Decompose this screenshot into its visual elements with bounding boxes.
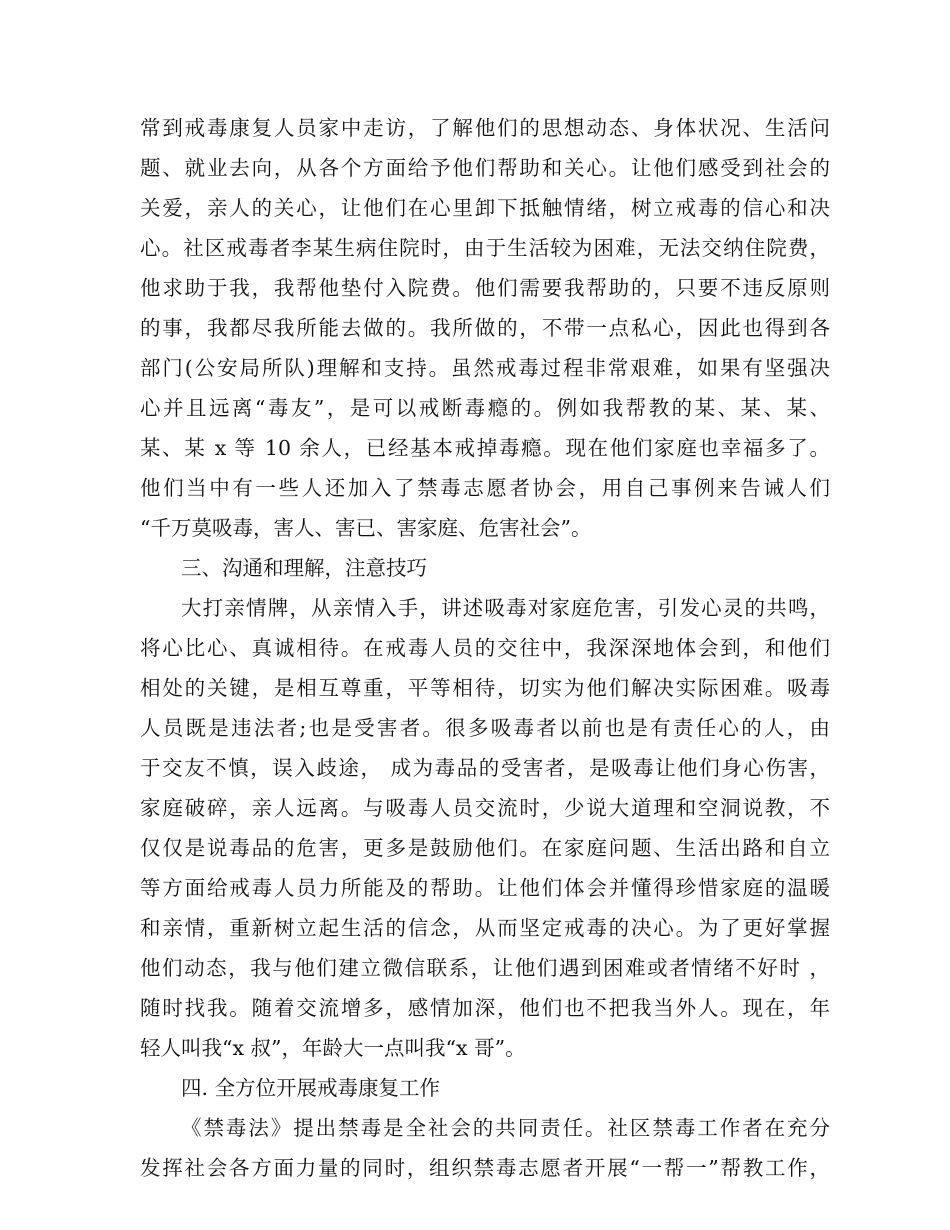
text-line: 部门(公安局所队)理解和支持。虽然戒毒过程非常艰难，如果有坚强决 [140, 356, 830, 380]
text-line: 常到戒毒康复人员家中走访，了解他们的思想动态、身体状况、生活问 [140, 116, 830, 140]
text-line: 大打亲情牌，从亲情入手，讲述吸毒对家庭危害，引发心灵的共鸣， [181, 596, 830, 620]
text-line: 心。社区戒毒者李某生病住院时，由于生活较为困难，无法交纳住院费， [140, 236, 830, 260]
text-line: 家庭破碎，亲人远离。与吸毒人员交流时，少说大道理和空洞说教，不 [140, 796, 830, 820]
text-line: 的事，我都尽我所能去做的。我所做的，不带一点私心，因此也得到各 [140, 316, 830, 340]
text-line: 仅仅是说毒品的危害，更多是鼓励他们。在家庭问题、生活出路和自立 [140, 836, 830, 860]
text-line: 人员既是违法者;也是受害者。很多吸毒者以前也是有责任心的人，由 [140, 716, 830, 740]
text-line: 和亲情，重新树立起生活的信念，从而坚定戒毒的决心。为了更好掌握 [140, 916, 830, 940]
text-line: 发挥社会各方面力量的同时，组织禁毒志愿者开展“一帮一”帮教工作， [140, 1156, 830, 1180]
text-line: 等方面给戒毒人员力所能及的帮助。让他们体会并懂得珍惜家庭的温暖 [140, 876, 830, 900]
text-line: 《禁毒法》提出禁毒是全社会的共同责任。社区禁毒工作者在充分 [181, 1116, 830, 1140]
text-line: 关爱，亲人的关心，让他们在心里卸下抵触情绪，树立戒毒的信心和决 [140, 196, 830, 220]
text-line: 于交友不慎，误入歧途， 成为毒品的受害者，是吸毒让他们身心伤害， [140, 756, 830, 780]
text-line: 心并且远离“毒友”，是可以戒断毒瘾的。例如我帮教的某、某、某、 [140, 396, 830, 420]
text-line: 他求助于我，我帮他垫付入院费。他们需要我帮助的，只要不违反原则 [140, 276, 830, 300]
text-line: 题、就业去向，从各个方面给予他们帮助和关心。让他们感受到社会的 [140, 156, 830, 180]
text-line: 随时找我。随着交流增多，感情加深，他们也不把我当外人。现在，年 [140, 996, 830, 1020]
section-heading: 四. 全方位开展戒毒康复工作 [181, 1076, 441, 1100]
text-line: 他们当中有一些人还加入了禁毒志愿者协会，用自己事例来告诫人们 [140, 476, 830, 500]
document-body [140, 108, 830, 1188]
text-line: 某、某 x 等 10 余人，已经基本戒掉毒瘾。现在他们家庭也幸福多了。 [140, 436, 830, 460]
section-heading: 三、沟通和理解，注意技巧 [181, 556, 427, 580]
text-line: 相处的关键，是相互尊重，平等相待，切实为他们解决实际困难。吸毒 [140, 676, 830, 700]
text-line: 将心比心、真诚相待。在戒毒人员的交往中，我深深地体会到，和他们 [140, 636, 830, 660]
text-line: “千万莫吸毒，害人、害已、害家庭、危害社会”。 [140, 516, 592, 540]
text-line: 轻人叫我“x 叔”，年龄大一点叫我“x 哥”。 [140, 1036, 526, 1060]
text-line: 他们动态，我与他们建立微信联系，让他们遇到困难或者情绪不好时 ， [140, 956, 830, 980]
